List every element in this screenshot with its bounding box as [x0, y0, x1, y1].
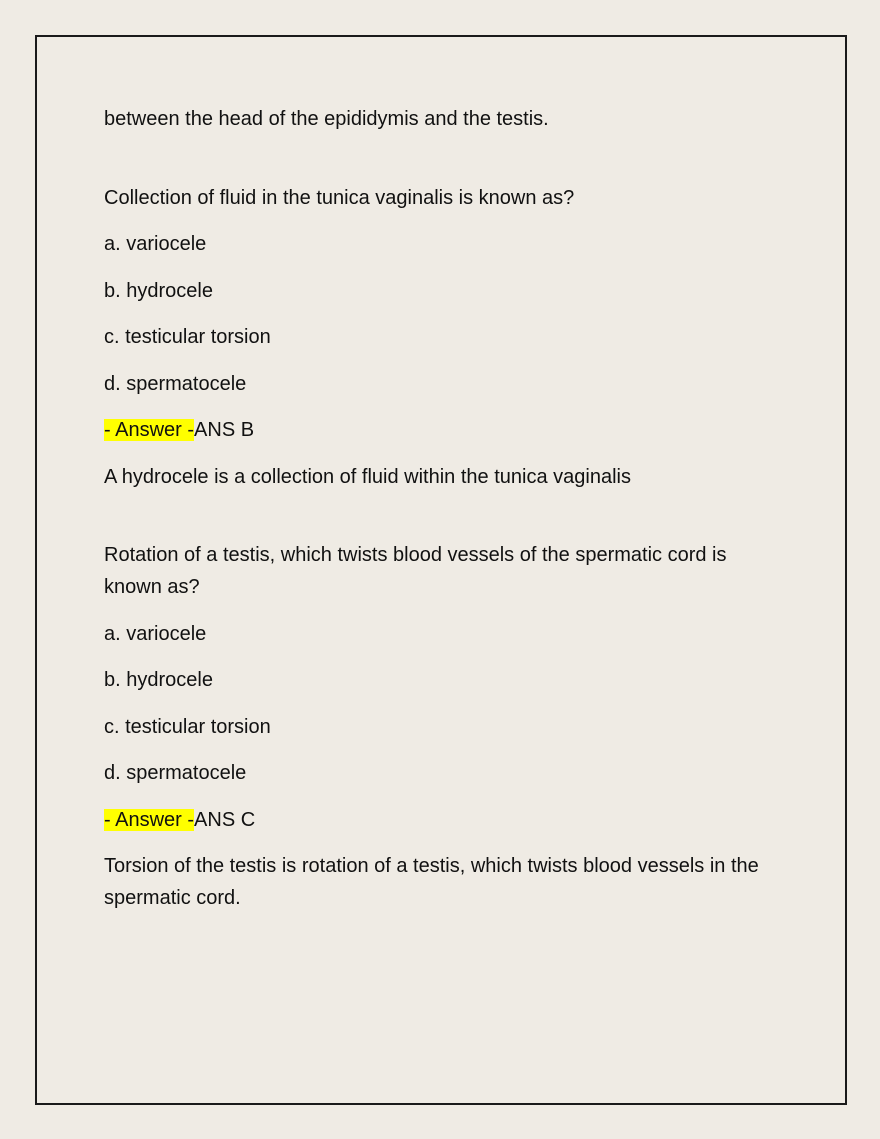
option-b: b. hydrocele — [104, 279, 213, 302]
option-a: a. variocele — [104, 233, 207, 255]
continuation-text: between the head of the epididymis and the testis. — [104, 108, 549, 130]
question-block — [104, 539, 774, 914]
option-c: c. testicular torsion — [104, 326, 271, 348]
answer-line — [104, 414, 774, 446]
option-b: b. hydrocele — [104, 669, 213, 691]
document-body — [104, 103, 774, 929]
question-text: Rotation of a testis, which twists blood vessels of the spermatic cord is known as? — [104, 544, 727, 598]
answer-label-highlight: - Answer - — [104, 808, 195, 831]
option-a: a. variocele — [104, 622, 207, 645]
answer-line — [104, 804, 774, 836]
option-d: d. spermatocele — [104, 762, 247, 784]
option-d: d. spermatocele — [104, 372, 247, 395]
answer-label-highlight: - Answer - — [104, 419, 195, 441]
answer-value: ANS C — [194, 808, 256, 831]
option-c: c. testicular torsion — [104, 715, 271, 738]
explanation-text: A hydrocele is a collection of fluid within the tunica vaginalis — [104, 465, 631, 488]
explanation-text: Torsion of the testis is rotation of a testis, which twists blood vessels in the spermatic cord. — [104, 855, 759, 909]
answer-value: ANS B — [194, 419, 255, 441]
question-text: Collection of fluid in the tunica vaginalis is known as? — [104, 186, 575, 209]
question-block — [104, 182, 774, 493]
